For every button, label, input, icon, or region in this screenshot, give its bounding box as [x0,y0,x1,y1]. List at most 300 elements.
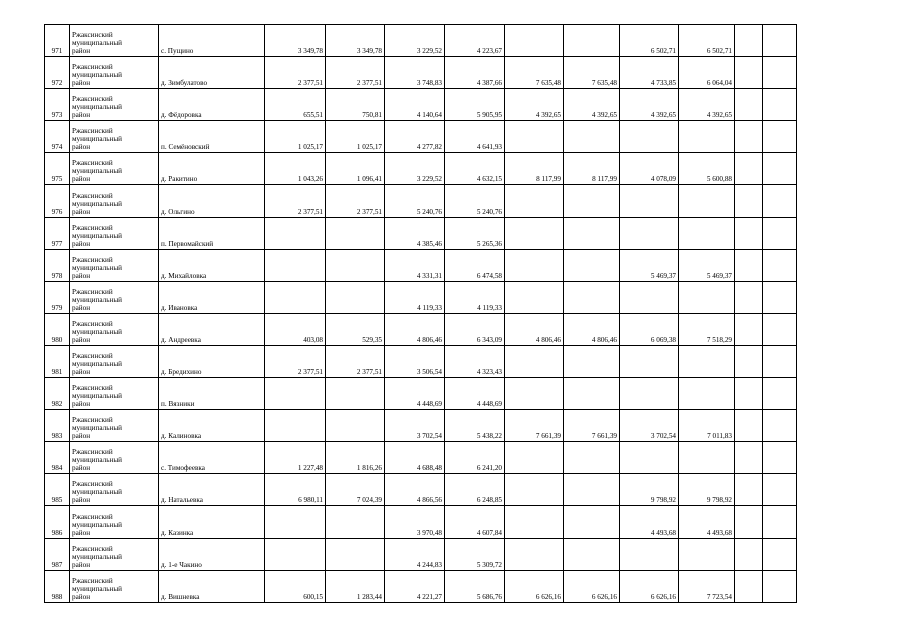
district-line: муниципальный [72,392,123,401]
value-cell [326,506,385,538]
value-cell [679,538,735,570]
district-line: муниципальный [72,584,123,593]
value-cell: 5 309,72 [445,538,505,570]
row-number: 982 [45,378,70,410]
value-cell [505,538,564,570]
value-cell: 4 607,84 [445,506,505,538]
empty-cell [735,378,763,410]
value-cell: 6 502,71 [679,25,735,57]
district-line: Ржаксинский [72,448,113,457]
empty-cell [735,442,763,474]
settlement-cell: д. Казинка [159,506,265,538]
value-cell [679,121,735,153]
row-number: 975 [45,153,70,185]
value-cell [265,378,326,410]
value-cell: 4 221,27 [385,570,445,602]
district-line: район [72,464,91,473]
district-cell [70,378,159,410]
value-cell: 8 117,99 [564,153,620,185]
value-cell: 5 905,95 [445,89,505,121]
value-cell: 2 377,51 [326,185,385,217]
empty-cell [763,121,797,153]
district-cell [70,217,159,249]
value-cell [505,378,564,410]
district-line: муниципальный [72,231,123,240]
row-number: 976 [45,185,70,217]
table-row [45,185,797,217]
district-line: район [72,303,91,312]
value-cell [505,217,564,249]
value-cell: 4 688,48 [385,442,445,474]
table-row [45,442,797,474]
value-cell: 5 686,76 [445,570,505,602]
district-line: муниципальный [72,552,123,561]
value-cell: 3 229,52 [385,25,445,57]
value-cell: 4 448,69 [385,378,445,410]
table-row [45,570,797,602]
value-cell [326,249,385,281]
value-cell [620,538,679,570]
empty-cell [763,570,797,602]
district-line: муниципальный [72,520,123,529]
value-cell [326,538,385,570]
value-cell: 4 331,31 [385,249,445,281]
district-line: муниципальный [72,39,123,48]
value-cell: 4 078,09 [620,153,679,185]
value-cell: 3 748,83 [385,57,445,89]
empty-cell [763,345,797,377]
value-cell [326,378,385,410]
district-line: муниципальный [72,456,123,465]
row-number: 977 [45,217,70,249]
value-cell [326,410,385,442]
value-cell [564,121,620,153]
district-line: район [72,111,91,120]
value-cell [564,442,620,474]
value-cell: 3 349,78 [265,25,326,57]
settlement-cell: д. 1-е Чакино [159,538,265,570]
district-line: Ржаксинский [72,576,113,585]
empty-cell [763,57,797,89]
value-cell: 3 349,78 [326,25,385,57]
value-cell [564,538,620,570]
settlement-cell: д. Андреевка [159,313,265,345]
empty-cell [763,506,797,538]
value-cell: 1 025,17 [326,121,385,153]
value-cell: 4 632,15 [445,153,505,185]
value-cell [679,442,735,474]
table-row [45,345,797,377]
district-line: Ржаксинский [72,512,113,521]
row-number: 979 [45,281,70,313]
value-cell [564,474,620,506]
district-line: муниципальный [72,263,123,272]
value-cell [679,345,735,377]
settlement-cell: д. Бредихино [159,345,265,377]
value-cell: 4 641,93 [445,121,505,153]
value-cell: 4 140,64 [385,89,445,121]
value-cell: 403,08 [265,313,326,345]
row-number: 985 [45,474,70,506]
value-cell: 2 377,51 [265,345,326,377]
table-row [45,281,797,313]
district-line: Ржаксинский [72,480,113,489]
settlement-cell: с. Пущино [159,25,265,57]
empty-cell [735,217,763,249]
district-cell [70,25,159,57]
settlement-cell: д. Натальевка [159,474,265,506]
row-number: 973 [45,89,70,121]
district-line: Ржаксинский [72,384,113,393]
value-cell [265,281,326,313]
value-cell: 3 229,52 [385,153,445,185]
table-row [45,538,797,570]
value-cell [620,217,679,249]
table-row [45,25,797,57]
district-line: муниципальный [72,360,123,369]
value-cell [265,538,326,570]
value-cell [564,506,620,538]
value-cell: 6 626,16 [505,570,564,602]
value-cell [679,378,735,410]
district-line: район [72,143,91,152]
row-number: 988 [45,570,70,602]
value-cell: 4 392,65 [679,89,735,121]
district-line: муниципальный [72,71,123,80]
empty-cell [735,570,763,602]
value-cell: 4 733,85 [620,57,679,89]
value-cell [265,506,326,538]
value-cell [679,281,735,313]
district-cell [70,249,159,281]
district-line: Ржаксинский [72,255,113,264]
row-number: 972 [45,57,70,89]
district-cell [70,345,159,377]
table-row [45,506,797,538]
value-cell: 4 806,46 [505,313,564,345]
row-number: 971 [45,25,70,57]
row-number: 986 [45,506,70,538]
value-cell: 7 011,83 [679,410,735,442]
empty-cell [763,281,797,313]
tariff-table [44,24,797,603]
value-cell: 6 064,04 [679,57,735,89]
district-line: район [72,560,91,569]
district-cell [70,185,159,217]
district-line: район [72,175,91,184]
value-cell: 7 635,48 [564,57,620,89]
empty-cell [735,506,763,538]
value-cell: 529,35 [326,313,385,345]
settlement-cell: д. Фёдоровка [159,89,265,121]
district-line: район [72,79,91,88]
value-cell [620,281,679,313]
value-cell: 7 723,54 [679,570,735,602]
settlement-cell: д. Зимбулатово [159,57,265,89]
district-line: муниципальный [72,327,123,336]
value-cell [620,378,679,410]
value-cell: 6 343,09 [445,313,505,345]
district-line: муниципальный [72,103,123,112]
district-line: Ржаксинский [72,127,113,136]
value-cell: 6 248,85 [445,474,505,506]
value-cell [679,185,735,217]
empty-cell [763,185,797,217]
empty-cell [763,89,797,121]
value-cell: 5 265,36 [445,217,505,249]
value-cell: 5 240,76 [445,185,505,217]
district-cell [70,538,159,570]
value-cell: 1 227,48 [265,442,326,474]
district-line: Ржаксинский [72,416,113,425]
empty-cell [735,89,763,121]
value-cell [505,249,564,281]
value-cell: 3 702,54 [385,410,445,442]
row-number: 984 [45,442,70,474]
table-row [45,378,797,410]
value-cell [679,217,735,249]
value-cell: 6 502,71 [620,25,679,57]
settlement-cell: д. Ольгино [159,185,265,217]
empty-cell [763,410,797,442]
district-line: муниципальный [72,295,123,304]
district-line: район [72,496,91,505]
value-cell: 1 096,41 [326,153,385,185]
value-cell: 5 469,37 [620,249,679,281]
district-cell [70,89,159,121]
value-cell: 4 806,46 [564,313,620,345]
value-cell [265,217,326,249]
value-cell: 4 119,33 [445,281,505,313]
value-cell: 2 377,51 [265,57,326,89]
empty-cell [763,442,797,474]
value-cell: 2 377,51 [326,345,385,377]
table-body [45,25,797,603]
value-cell: 3 970,48 [385,506,445,538]
district-line: Ржаксинский [72,31,113,40]
district-line: Ржаксинский [72,223,113,232]
settlement-cell: д. Михайловка [159,249,265,281]
row-number: 987 [45,538,70,570]
table-row [45,89,797,121]
value-cell: 5 600,88 [679,153,735,185]
district-line: район [72,271,91,280]
value-cell: 7 635,48 [505,57,564,89]
table-row [45,410,797,442]
empty-cell [735,25,763,57]
district-line: район [72,432,91,441]
district-cell [70,506,159,538]
value-cell: 4 392,65 [564,89,620,121]
settlement-cell: д. Ивановка [159,281,265,313]
district-cell [70,121,159,153]
value-cell: 6 626,16 [564,570,620,602]
value-cell: 4 277,82 [385,121,445,153]
empty-cell [763,313,797,345]
value-cell: 6 069,38 [620,313,679,345]
district-line: Ржаксинский [72,159,113,168]
empty-cell [735,185,763,217]
value-cell: 655,51 [265,89,326,121]
district-line: район [72,528,91,537]
row-number: 974 [45,121,70,153]
value-cell: 6 980,11 [265,474,326,506]
value-cell [505,121,564,153]
district-line: Ржаксинский [72,63,113,72]
district-cell [70,313,159,345]
value-cell: 3 506,54 [385,345,445,377]
district-line: Ржаксинский [72,191,113,200]
value-cell: 1 816,26 [326,442,385,474]
table-row [45,217,797,249]
value-cell [620,442,679,474]
row-number: 978 [45,249,70,281]
table-row [45,249,797,281]
value-cell [265,249,326,281]
empty-cell [735,153,763,185]
district-cell [70,410,159,442]
table-row [45,474,797,506]
empty-cell [735,538,763,570]
value-cell: 600,15 [265,570,326,602]
value-cell: 3 702,54 [620,410,679,442]
empty-cell [735,57,763,89]
value-cell [564,185,620,217]
district-line: Ржаксинский [72,287,113,296]
value-cell [620,345,679,377]
empty-cell [763,25,797,57]
district-cell [70,570,159,602]
value-cell: 2 377,51 [265,185,326,217]
empty-cell [763,474,797,506]
value-cell [505,506,564,538]
empty-cell [735,313,763,345]
value-cell [505,442,564,474]
district-line: муниципальный [72,167,123,176]
district-line: район [72,400,91,409]
value-cell: 750,81 [326,89,385,121]
empty-cell [763,153,797,185]
value-cell: 5 240,76 [385,185,445,217]
district-cell [70,442,159,474]
settlement-cell: д. Калиновка [159,410,265,442]
value-cell: 8 117,99 [505,153,564,185]
empty-cell [763,217,797,249]
empty-cell [763,378,797,410]
value-cell: 1 283,44 [326,570,385,602]
district-line: район [72,592,91,601]
table-row [45,57,797,89]
value-cell: 4 392,65 [505,89,564,121]
empty-cell [763,538,797,570]
value-cell [564,25,620,57]
district-line: Ржаксинский [72,319,113,328]
district-cell [70,474,159,506]
value-cell: 4 493,68 [620,506,679,538]
district-line: Ржаксинский [72,544,113,553]
value-cell: 6 241,20 [445,442,505,474]
district-line: район [72,207,91,216]
value-cell: 9 798,92 [679,474,735,506]
value-cell: 9 798,92 [620,474,679,506]
table-row [45,121,797,153]
settlement-cell: д. Вишневка [159,570,265,602]
empty-cell [735,474,763,506]
empty-cell [735,121,763,153]
row-number: 980 [45,313,70,345]
value-cell: 1 025,17 [265,121,326,153]
empty-cell [735,345,763,377]
table-row [45,153,797,185]
empty-cell [763,249,797,281]
value-cell [564,281,620,313]
district-cell [70,57,159,89]
empty-cell [735,249,763,281]
value-cell: 2 377,51 [326,57,385,89]
value-cell [505,345,564,377]
district-line: район [72,239,91,248]
value-cell [620,121,679,153]
value-cell: 7 024,39 [326,474,385,506]
value-cell: 4 323,43 [445,345,505,377]
value-cell: 7 661,39 [505,410,564,442]
value-cell: 4 385,46 [385,217,445,249]
empty-cell [735,281,763,313]
district-cell [70,153,159,185]
settlement-cell: п. Вязники [159,378,265,410]
value-cell: 4 244,83 [385,538,445,570]
value-cell: 4 119,33 [385,281,445,313]
value-cell: 4 223,67 [445,25,505,57]
settlement-cell: п. Семёновский [159,121,265,153]
value-cell [505,474,564,506]
value-cell [326,281,385,313]
value-cell: 4 493,68 [679,506,735,538]
district-cell [70,281,159,313]
district-line: район [72,368,91,377]
settlement-cell: с. Тимофеевка [159,442,265,474]
value-cell [620,185,679,217]
district-line: район [72,47,91,56]
value-cell: 1 043,26 [265,153,326,185]
value-cell: 7 661,39 [564,410,620,442]
value-cell: 5 438,22 [445,410,505,442]
value-cell: 5 469,37 [679,249,735,281]
district-line: Ржаксинский [72,95,113,104]
district-line: муниципальный [72,199,123,208]
value-cell [564,249,620,281]
district-line: муниципальный [72,135,123,144]
value-cell: 4 806,46 [385,313,445,345]
value-cell: 7 518,29 [679,313,735,345]
value-cell [564,345,620,377]
settlement-cell: д. Ракитино [159,153,265,185]
value-cell [265,410,326,442]
district-line: Ржаксинский [72,352,113,361]
value-cell: 6 474,58 [445,249,505,281]
empty-cell [735,410,763,442]
value-cell [505,281,564,313]
value-cell: 4 866,56 [385,474,445,506]
district-line: район [72,335,91,344]
value-cell [326,217,385,249]
settlement-cell: п. Первомайский [159,217,265,249]
value-cell [505,25,564,57]
value-cell: 6 626,16 [620,570,679,602]
value-cell [564,378,620,410]
value-cell: 4 387,66 [445,57,505,89]
district-line: муниципальный [72,424,123,433]
